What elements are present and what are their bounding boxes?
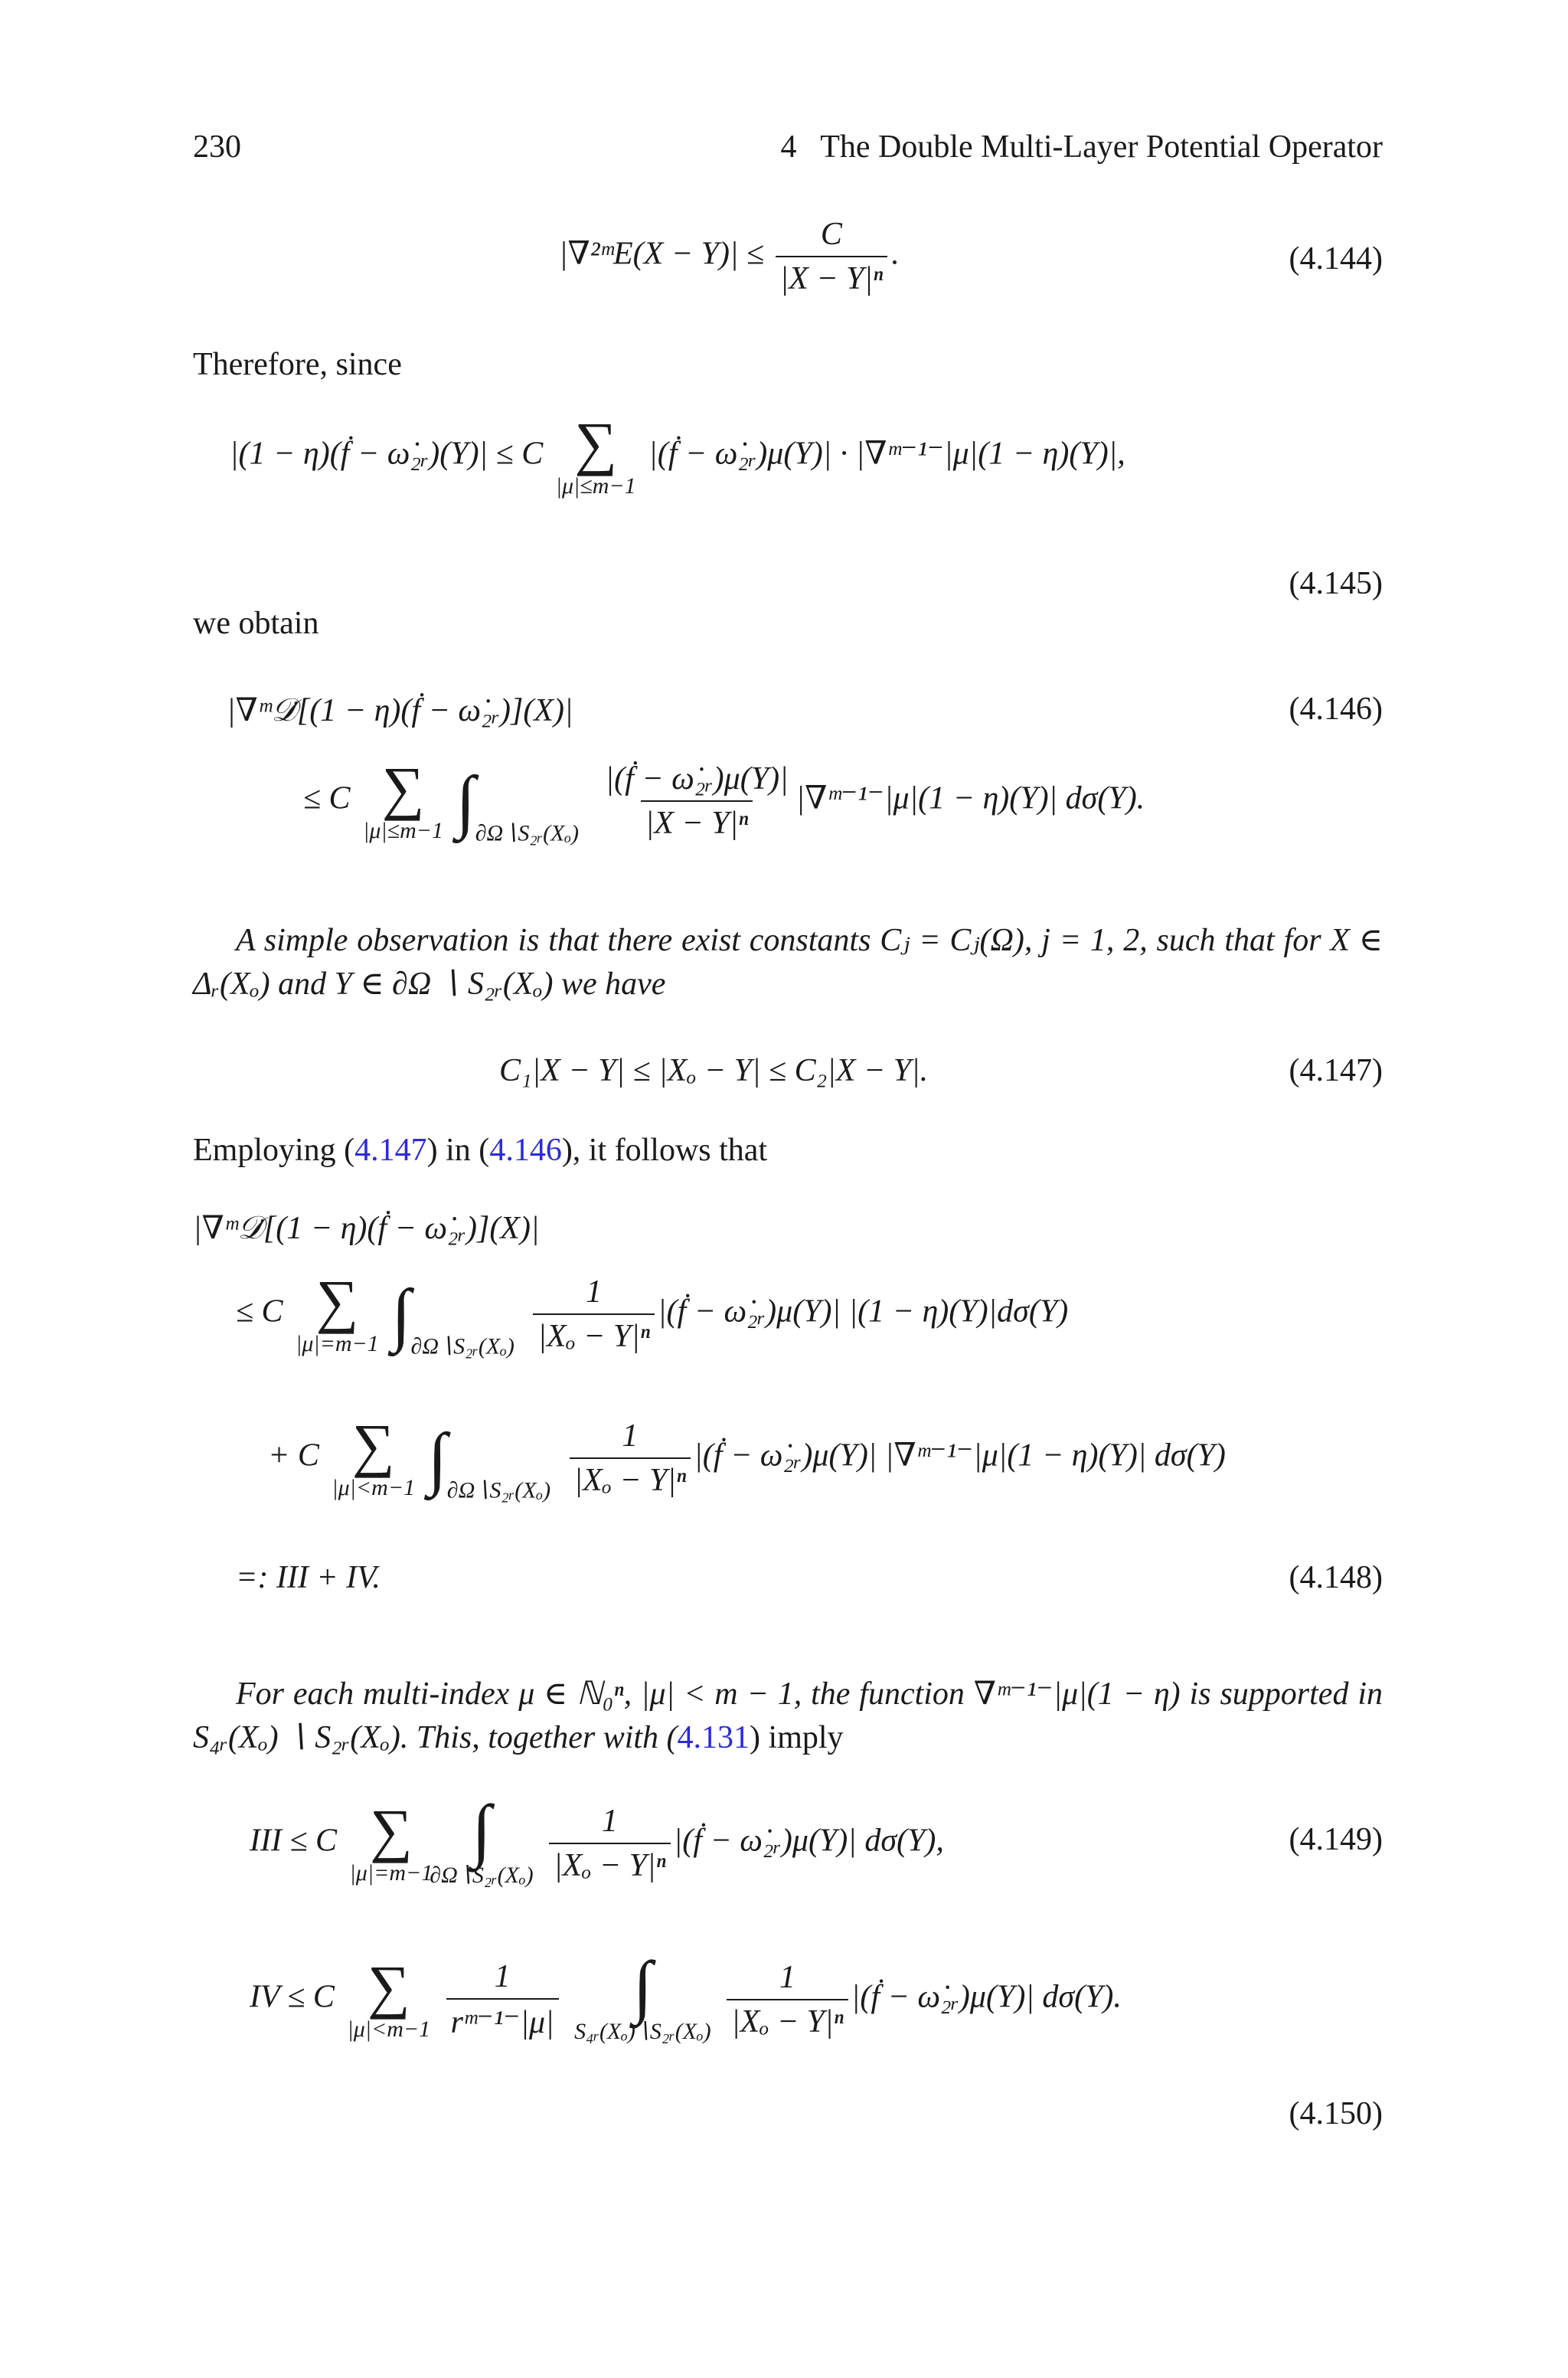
ref-4-146-link[interactable]: 4.146 bbox=[489, 1133, 562, 1168]
eq-150-num-2: 1 bbox=[779, 1959, 795, 1995]
ref-4-131-link[interactable]: 4.131 bbox=[677, 1720, 750, 1755]
eq-146-fraction bbox=[601, 761, 793, 842]
simple-observation-text: A simple observation is that there exist constants Cⱼ = Cⱼ(Ω), j = 1, 2, such that for X ∈ Δᵣ(Xₒ) and Y ∈ ∂Ω ∖ S₂ᵣ(Xₒ) we have bbox=[193, 923, 1383, 1002]
eq-148-num-1: 1 bbox=[586, 1274, 603, 1310]
eq-150-den-1: rᵐ⁻¹⁻|μ| bbox=[446, 1998, 559, 2041]
equation-4-144 bbox=[559, 216, 899, 297]
eq-149-int-limit: ∂Ω∖S₂ᵣ(Xₒ) bbox=[430, 1862, 534, 1888]
eq-148-term1 bbox=[236, 1268, 1069, 1360]
sum-operator bbox=[347, 1952, 431, 2043]
eq-146-int-limit: ∂Ω∖S₂ᵣ(Xₒ) bbox=[475, 820, 580, 846]
eq-150-tail: |(ḟ − ω̇₂ᵣ)μ(Y)| dσ(Y). bbox=[851, 1979, 1122, 2015]
eq-148-den-2: |Xₒ − Y|ⁿ bbox=[570, 1457, 691, 1499]
equation-4-147: C₁|X − Y| ≤ |Xₒ − Y| ≤ C₂|X − Y|. bbox=[499, 1053, 929, 1088]
equation-4-146 bbox=[303, 754, 1145, 847]
eq-148-lead2: + C bbox=[268, 1438, 319, 1474]
paragraph-simple-observation bbox=[193, 919, 1383, 1006]
employing-text-c: ), it follows that bbox=[561, 1133, 768, 1168]
sigma-icon: ∑ bbox=[368, 1952, 410, 2020]
eq-148-line1: |∇ᵐ𝒟̇[(1 − η)(ḟ − ω̇₂ᵣ)](X)| bbox=[193, 1211, 540, 1246]
equation-number-4-147: (4.147) bbox=[1289, 1053, 1383, 1088]
eq-145-rhs: |(ḟ − ω̇₂ᵣ)μ(Y)| · |∇ᵐ⁻¹⁻|μ|(1 − η)(Y)|, bbox=[648, 436, 1125, 472]
sigma-icon: ∑ bbox=[370, 1796, 413, 1863]
integral-icon: ∫ bbox=[456, 761, 475, 840]
eq-146-num: |(ḟ − ω̇₂ᵣ)μ(Y)| bbox=[605, 761, 789, 796]
integral-icon: ∫ bbox=[632, 1947, 652, 2025]
eq-146-sum-limit: |μ|≤m−1 bbox=[363, 818, 444, 843]
eq-148-sum-limit-1: |μ|=m−1 bbox=[296, 1331, 379, 1356]
eq-148-den-1: |Xₒ − Y|ⁿ bbox=[533, 1313, 655, 1355]
eq-148-int-limit-1: ∂Ω∖S₂ᵣ(Xₒ) bbox=[410, 1333, 514, 1359]
sigma-icon: ∑ bbox=[315, 1268, 359, 1334]
eq-148-fraction-1 bbox=[533, 1274, 655, 1355]
eq-146-den: |X − Y|ⁿ bbox=[641, 800, 753, 842]
equation-4-150 bbox=[250, 1947, 1122, 2045]
eq-148-tail2: |(ḟ − ω̇₂ᵣ)μ(Y)| |∇ᵐ⁻¹⁻|μ|(1 − η)(Y)| dσ(Y) bbox=[694, 1438, 1226, 1474]
equation-number-4-145: (4.145) bbox=[1289, 566, 1383, 601]
eq-150-fraction-1 bbox=[446, 1958, 559, 2041]
eq-144-fraction bbox=[776, 216, 888, 297]
equation-4-149 bbox=[250, 1791, 944, 1889]
employing-text-a: Employing ( bbox=[193, 1133, 355, 1168]
multi-index-text-b: ) imply bbox=[750, 1720, 844, 1755]
eq-144-lhs: |∇²ᵐE(X − Y)| ≤ bbox=[559, 236, 765, 272]
ref-4-147-link[interactable]: 4.147 bbox=[354, 1133, 427, 1168]
eq-144-den: |X − Y|ⁿ bbox=[776, 256, 888, 297]
equation-number-4-144: (4.144) bbox=[1289, 241, 1383, 276]
eq-150-num-1: 1 bbox=[494, 1958, 511, 1994]
eq-150-den-2: |Xₒ − Y|ⁿ bbox=[727, 1999, 848, 2040]
eq-148-int-limit-2: ∂Ω∖S₂ᵣ(Xₒ) bbox=[446, 1477, 551, 1503]
eq-144-tail: . bbox=[890, 236, 899, 272]
integral-operator bbox=[430, 1791, 534, 1889]
paragraph-employing bbox=[193, 1132, 767, 1169]
eq-149-tail: |(ḟ − ω̇₂ᵣ)μ(Y)| dσ(Y), bbox=[673, 1823, 944, 1859]
eq-149-den: |Xₒ − Y|ⁿ bbox=[549, 1843, 671, 1884]
employing-text-b: ) in ( bbox=[426, 1133, 490, 1168]
sigma-icon: ∑ bbox=[351, 1411, 395, 1478]
eq-150-sum-limit: |μ|<m−1 bbox=[347, 2016, 431, 2042]
integral-icon: ∫ bbox=[472, 1791, 492, 1869]
eq-149-num: 1 bbox=[601, 1803, 618, 1839]
eq-148-term2 bbox=[268, 1411, 1226, 1504]
integral-icon: ∫ bbox=[391, 1274, 411, 1353]
sigma-icon: ∑ bbox=[381, 754, 425, 821]
multi-index-text-a: For each multi-index μ ∈ ℕ₀ⁿ, |μ| < m − 1, the function ∇ᵐ⁻¹⁻|μ|(1 − η) is supported in S₄ᵣ(Xₒ) ∖ S₂ᵣ(Xₒ). This, together with ( bbox=[193, 1676, 1383, 1755]
equation-number-4-146: (4.146) bbox=[1289, 692, 1383, 727]
integral-operator bbox=[574, 1947, 711, 2045]
eq-145-sum-limit: |μ|≤m−1 bbox=[555, 473, 636, 499]
equation-4-145 bbox=[230, 410, 1125, 499]
eq-146-line1: |∇ᵐ𝒟̇[(1 − η)(ḟ − ω̇₂ᵣ)](X)| bbox=[227, 693, 573, 728]
equation-number-4-149: (4.149) bbox=[1289, 1822, 1383, 1857]
integral-icon: ∫ bbox=[427, 1418, 447, 1497]
page-number: 230 bbox=[193, 129, 241, 165]
eq-148-sum-limit-2: |μ|<m−1 bbox=[332, 1475, 416, 1500]
eq-148-num-2: 1 bbox=[622, 1418, 639, 1454]
sum-operator bbox=[332, 1411, 416, 1501]
equation-number-4-150: (4.150) bbox=[1289, 2096, 1383, 2131]
eq-144-num: C bbox=[820, 217, 842, 252]
eq-148-lead1: ≤ C bbox=[236, 1294, 283, 1330]
sigma-icon: ∑ bbox=[574, 410, 617, 476]
eq-150-int-limit: S₄ᵣ(Xₒ)∖S₂ᵣ(Xₒ) bbox=[574, 2018, 711, 2044]
paragraph-multi-index bbox=[193, 1673, 1383, 1760]
eq-145-lhs: |(1 − η)(ḟ − ω̇₂ᵣ)(Y)| ≤ C bbox=[230, 436, 544, 472]
sum-operator bbox=[363, 754, 444, 844]
sum-operator bbox=[349, 1796, 433, 1886]
eq-146-tail: |∇ᵐ⁻¹⁻|μ|(1 − η)(Y)| dσ(Y). bbox=[795, 780, 1145, 816]
eq-149-lead: III ≤ C bbox=[250, 1823, 338, 1859]
equation-number-4-148: (4.148) bbox=[1289, 1560, 1383, 1595]
sum-operator bbox=[296, 1268, 379, 1357]
eq-150-lead: IV ≤ C bbox=[250, 1979, 335, 2015]
eq-149-fraction bbox=[549, 1803, 671, 1884]
sum-operator bbox=[555, 410, 636, 499]
eq-150-fraction-2 bbox=[727, 1959, 848, 2040]
eq-148-tail1: |(ḟ − ω̇₂ᵣ)μ(Y)| |(1 − η)(Y)|dσ(Y) bbox=[657, 1294, 1069, 1330]
eq-149-sum-limit: |μ|=m−1 bbox=[349, 1860, 433, 1886]
eq-148-line4: =: III + IV. bbox=[236, 1560, 381, 1595]
paragraph-therefore: Therefore, since bbox=[193, 347, 402, 382]
eq-146-lead: ≤ C bbox=[303, 780, 351, 816]
running-title: 4 The Double Multi-Layer Potential Operator bbox=[780, 129, 1383, 165]
paragraph-we-obtain: we obtain bbox=[193, 606, 319, 641]
eq-148-fraction-2 bbox=[570, 1418, 691, 1499]
